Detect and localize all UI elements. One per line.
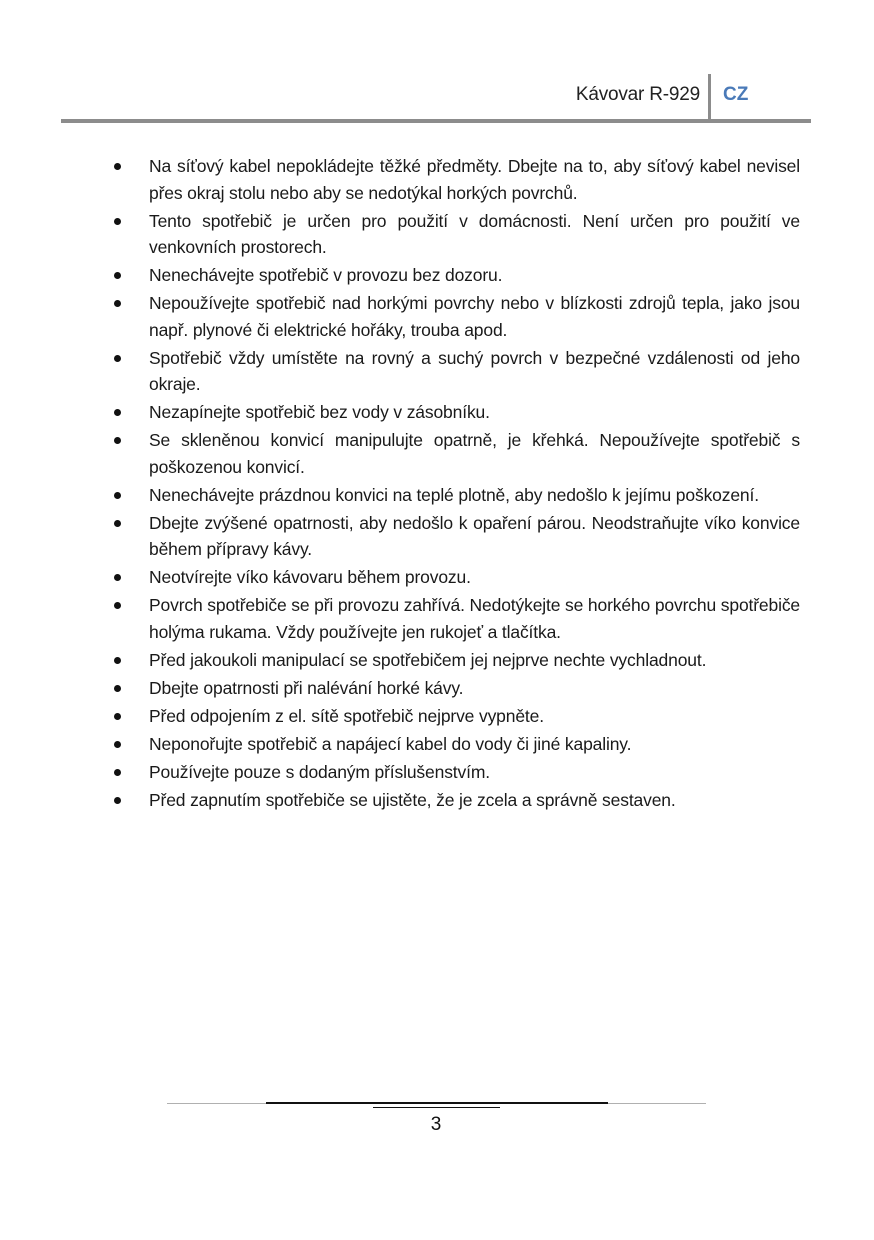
bullet-item	[110, 510, 800, 563]
bullet-item	[110, 564, 800, 591]
bullet-dot-icon	[114, 713, 121, 720]
bullet-item	[110, 290, 800, 343]
bullet-dot-icon	[114, 602, 121, 609]
bullet-dot-icon	[114, 300, 121, 307]
language-code: CZ	[723, 84, 749, 105]
bullet-dot-icon	[114, 769, 121, 776]
bullet-item	[110, 399, 800, 426]
bullet-dot-icon	[114, 272, 121, 279]
bullet-text: Před jakoukoli manipulací se spotřebičem jej nejprve nechte vychladnout.	[149, 649, 707, 670]
bullet-text: Dbejte zvýšené opatrnosti, aby nedošlo k opaření párou. Neodstraňujte víko konvice během přípravy kávy.	[149, 512, 800, 559]
footer-rule-middle	[266, 1102, 608, 1104]
bullet-dot-icon	[114, 797, 121, 804]
bullet-text: Nepoužívejte spotřebič nad horkými povrchy nebo v blízkosti zdrojů tepla, jako jsou např. plynové či elektrické hořáky, trouba apod.	[149, 293, 800, 340]
bullet-text: Na síťový kabel nepokládejte těžké předměty. Dbejte na to, aby síťový kabel nevisel přes okraj stolu nebo aby se nedotýkal horkých povrchů.	[149, 156, 800, 203]
bullet-text: Povrch spotřebiče se při provozu zahřívá. Nedotýkejte se horkého povrchu spotřebiče holýma rukama. Vždy používejte jen rukojeť a tlačítka.	[149, 595, 800, 642]
bullet-item	[110, 647, 800, 674]
bullet-text: Se skleněnou konvicí manipulujte opatrně, je křehká. Nepoužívejte spotřebič s poškozenou konvicí.	[149, 430, 800, 477]
bullet-text: Nezapínejte spotřebič bez vody v zásobníku.	[149, 402, 490, 422]
bullet-item	[110, 262, 800, 289]
safety-instructions-list	[110, 153, 800, 815]
bullet-dot-icon	[114, 409, 121, 416]
bullet-item	[110, 208, 800, 261]
bullet-text: Dbejte opatrnosti při nalévání horké kávy.	[149, 677, 464, 698]
bullet-item	[110, 153, 800, 206]
bullet-item	[110, 482, 800, 509]
bullet-dot-icon	[114, 437, 121, 444]
header-divider	[708, 74, 711, 120]
bullet-item	[110, 345, 800, 398]
bullet-dot-icon	[114, 574, 121, 581]
bullet-text: Používejte pouze s dodaným příslušenstvím.	[149, 761, 490, 782]
bullet-item	[110, 787, 800, 814]
bullet-dot-icon	[114, 492, 121, 499]
bullet-item	[110, 675, 800, 702]
header-rule	[61, 119, 811, 123]
bullet-item	[110, 427, 800, 480]
bullet-item	[110, 759, 800, 786]
bullet-text: Před odpojením z el. sítě spotřebič nejprve vypněte.	[149, 705, 544, 726]
bullet-dot-icon	[114, 741, 121, 748]
bullet-dot-icon	[114, 355, 121, 362]
bullet-text: Spotřebič vždy umístěte na rovný a suchý povrch v bezpečné vzdálenosti od jeho okraje.	[149, 347, 800, 394]
bullet-dot-icon	[114, 520, 121, 527]
bullet-item	[110, 592, 800, 645]
bullet-dot-icon	[114, 657, 121, 664]
bullet-item	[110, 731, 800, 758]
bullet-text: Neotvírejte víko kávovaru během provozu.	[149, 567, 471, 587]
bullet-text: Neponořujte spotřebič a napájecí kabel do vody či jiné kapaliny.	[149, 733, 632, 754]
document-title: Kávovar R-929	[575, 84, 700, 105]
bullet-item	[110, 703, 800, 730]
bullet-text: Tento spotřebič je určen pro použití v domácnosti. Není určen pro použití ve venkovních prostorech.	[149, 210, 800, 257]
bullet-text: Nenechávejte prázdnou konvici na teplé plotně, aby nedošlo k jejímu poškození.	[149, 484, 759, 505]
bullet-text: Nenechávejte spotřebič v provozu bez dozoru.	[149, 265, 503, 285]
bullet-dot-icon	[114, 218, 121, 225]
bullet-dot-icon	[114, 685, 121, 692]
bullet-dot-icon	[114, 163, 121, 170]
footer-rule-inner	[373, 1107, 500, 1108]
bullet-text: Před zapnutím spotřebiče se ujistěte, že je zcela a správně sestaven.	[149, 789, 676, 810]
page-number: 3	[430, 1114, 442, 1135]
